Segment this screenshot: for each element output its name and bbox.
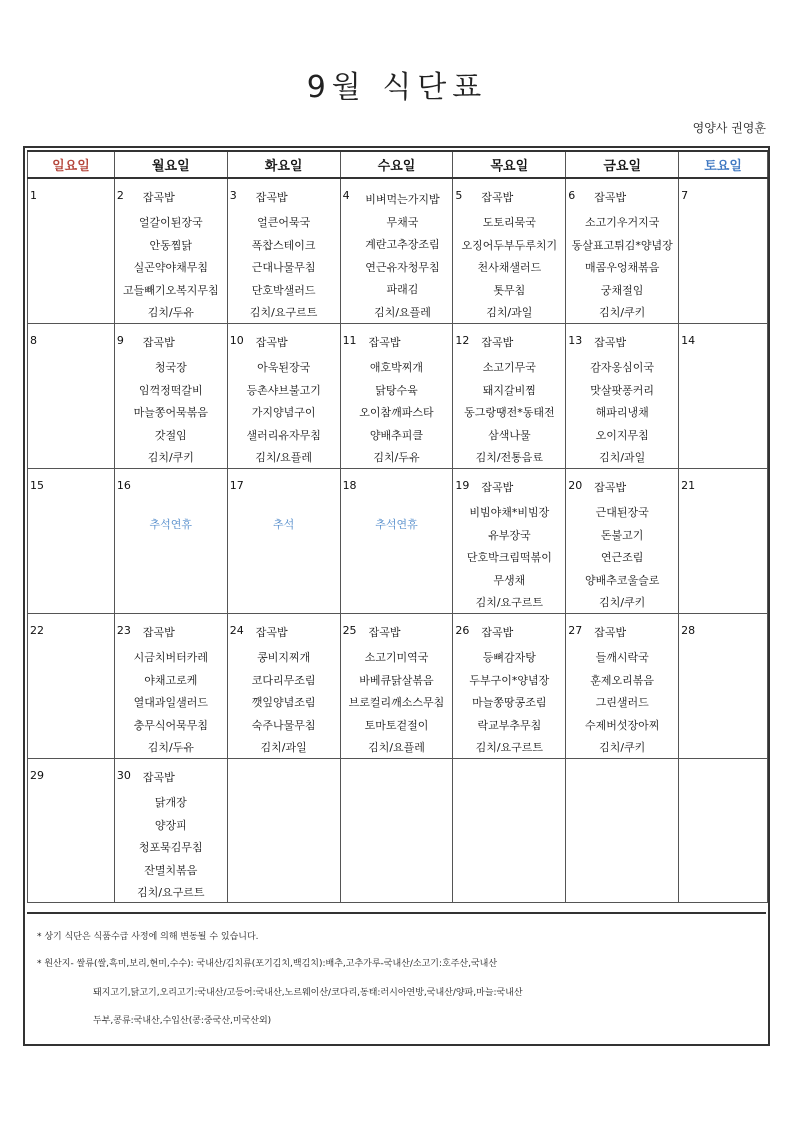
day-number: 25: [342, 624, 357, 637]
menu-list: [228, 357, 340, 470]
menu-item: 연근조림: [600, 551, 644, 564]
menu-list: [341, 647, 453, 760]
day-number: 1: [30, 189, 37, 202]
weekday-header: 토요일: [679, 151, 768, 178]
day-number: 9: [116, 334, 124, 347]
rice-label: 잡곡밥: [594, 626, 627, 639]
menu-item: 김치/요플레: [255, 451, 313, 464]
weekday-header: 일요일: [28, 151, 115, 178]
menu-list: [228, 212, 340, 325]
menu-list: [453, 647, 565, 760]
day-number: 4: [342, 189, 350, 202]
menu-item: 무생채: [493, 573, 526, 587]
menu-item: 소고기무국: [482, 361, 536, 374]
day-number: 19: [455, 479, 470, 492]
menu-item: 안동찜닭: [149, 238, 193, 252]
menu-item: 충무식어묵무침: [133, 718, 208, 732]
day-cell: [453, 178, 566, 324]
menu-item: 바베큐닭살볶음: [359, 673, 434, 687]
menu-item: 동살표고튀김*양념장: [571, 238, 673, 252]
menu-item: 청포묵김무침: [138, 841, 203, 854]
menu-item: 김치/요플레: [374, 305, 431, 319]
rice-label: 잡곡밥: [255, 191, 288, 204]
day-cell: [340, 178, 453, 324]
day-number: 21: [681, 479, 696, 492]
menu-list: [453, 502, 565, 615]
menu-item: 브로컬리깨소스무침: [348, 696, 445, 709]
week-row: [28, 178, 768, 324]
day-cell: [114, 178, 227, 324]
day-number: 10: [229, 334, 244, 347]
holiday-label: 추석연휴: [149, 518, 193, 531]
origin-text: 두부,콩류:국내산,수입산(콩:중국산,미국산외): [93, 1016, 272, 1026]
menu-item: 닭탕수육: [375, 383, 418, 397]
rice-label: 잡곡밥: [368, 626, 401, 639]
dietitian-name: 영양사 권영훈: [692, 121, 766, 135]
menu-item: 오징어두부두루치기: [461, 238, 558, 252]
menu-item: 등뼈감자탕: [482, 651, 536, 664]
menu-list: [353, 189, 453, 324]
rice-label: 잡곡밥: [142, 191, 175, 204]
menu-list: [115, 792, 227, 905]
menu-item: 김치/쿠키: [599, 596, 646, 609]
menu-list: [115, 212, 227, 325]
day-cell: [566, 178, 679, 324]
day-number: 5: [455, 189, 463, 202]
menu-list: [566, 212, 678, 325]
menu-item: 애호박찌개: [369, 361, 424, 374]
day-cell: [566, 324, 679, 469]
menu-item: 김치/두유: [373, 451, 420, 464]
menu-item: 청국장: [154, 361, 187, 374]
menu-item: 천사채샐러드: [477, 261, 542, 274]
rice-label: 잡곡밥: [255, 626, 288, 639]
day-cell: [28, 178, 115, 324]
day-number: 18: [342, 479, 357, 492]
menu-item: 락교부추무침: [477, 718, 542, 732]
menu-item: 해파리냉채: [595, 406, 649, 419]
day-number: 13: [568, 334, 583, 347]
day-cell: [679, 759, 768, 903]
menu-item: 코다리무조림: [251, 673, 316, 687]
menu-item: 김치/쿠키: [599, 306, 646, 319]
menu-item: 도토리묵국: [482, 216, 536, 229]
day-cell: [679, 324, 768, 469]
page-title: 9월 식단표: [306, 70, 488, 105]
day-number: 3: [229, 189, 237, 202]
day-number: 6: [568, 189, 576, 202]
menu-item: 근대된장국: [595, 506, 649, 519]
rice-label: 잡곡밥: [594, 191, 627, 204]
holiday-label: 추석: [273, 518, 295, 531]
menu-item: 김치/두유: [147, 306, 194, 319]
menu-item: 실곤약야채무침: [133, 261, 208, 274]
menu-item: 김치/전통음료: [475, 451, 544, 464]
menu-list: [566, 647, 678, 760]
day-cell: [227, 324, 340, 469]
menu-item: 김치/쿠키: [599, 741, 646, 754]
menu-item: 들깨시락국: [595, 651, 649, 664]
rice-label: 잡곡밥: [481, 481, 514, 494]
menu-item: 비벼먹는가지밥: [365, 193, 440, 206]
menu-item: 삼색나물: [488, 428, 531, 442]
day-cell: [679, 178, 768, 324]
weekday-header: 화요일: [227, 151, 340, 178]
day-cell: [453, 469, 566, 614]
menu-list: [228, 647, 340, 760]
menu-item: 갓절임: [154, 428, 187, 442]
day-number: 26: [455, 624, 470, 637]
day-cell: [566, 469, 679, 614]
menu-item: 잔멸치볶음: [144, 863, 198, 877]
menu-item: 오이참깨파스타: [359, 406, 434, 419]
menu-item: 근대나물무침: [251, 261, 316, 274]
menu-item: 샐러리유자무침: [246, 428, 321, 442]
day-number: 2: [116, 189, 124, 202]
day-number: 24: [229, 624, 244, 637]
menu-item: 유부장국: [488, 528, 531, 542]
day-number: 28: [681, 624, 696, 637]
menu-item: 토마토겉절이: [364, 718, 429, 732]
day-number: 12: [455, 334, 470, 347]
day-cell: [679, 469, 768, 614]
menu-item: 마늘쫑어묵볶음: [133, 406, 208, 419]
menu-item: 무채국: [386, 215, 419, 229]
week-row: [28, 469, 768, 614]
day-number: 7: [681, 189, 689, 202]
day-number: 8: [30, 334, 37, 347]
day-cell: [28, 759, 115, 903]
menu-list: [453, 357, 565, 470]
menu-item: 소고기우거지국: [584, 216, 660, 229]
menu-item: 김치/요구르트: [475, 741, 544, 754]
day-number: 16: [116, 479, 131, 492]
day-cell: [340, 324, 453, 469]
day-cell: [566, 759, 679, 903]
rice-label: 잡곡밥: [142, 336, 175, 349]
menu-item: 시금치버터카레: [133, 651, 208, 664]
menu-item: 김치/요구르트: [249, 306, 318, 319]
menu-item: 등촌샤브불고기: [246, 383, 321, 397]
menu-item: 김치/과일: [260, 741, 307, 754]
origin-text: 돼지고기,닭고기,오리고기:국내산/고등어:국내산,노르웨이산/코다리,동태:러시아연방,국내산/양파,마늘:국내산: [93, 988, 523, 998]
rice-label: 잡곡밥: [594, 481, 627, 494]
holiday-label: 추석연휴: [375, 518, 418, 531]
day-number: 27: [568, 624, 583, 637]
day-cell: [227, 614, 340, 759]
day-cell: [114, 759, 227, 903]
menu-item: 맛살팟퐁커리: [590, 383, 655, 397]
day-cell: [227, 759, 340, 903]
day-number: 14: [681, 334, 696, 347]
rice-label: 잡곡밥: [481, 191, 514, 204]
day-cell: [227, 178, 340, 324]
rice-label: 잡곡밥: [481, 626, 514, 639]
notes-section: [27, 912, 766, 1042]
day-cell: [28, 324, 115, 469]
day-cell: [340, 759, 453, 903]
menu-item: 폭찹스테이크: [251, 238, 316, 252]
day-number: 15: [30, 479, 44, 492]
menu-item: 궁채절임: [600, 283, 644, 297]
menu-item: 연근유자청무침: [365, 260, 440, 274]
menu-item: 감자옹심이국: [590, 361, 655, 374]
day-cell: [679, 614, 768, 759]
day-cell: [114, 324, 227, 469]
menu-item: 양배추코울슬로: [584, 573, 660, 587]
day-cell: [340, 614, 453, 759]
menu-item: 닭개장: [154, 796, 187, 809]
notice-text: * 상기 식단은 식품수급 사정에 의해 변동될 수 있습니다.: [37, 932, 259, 942]
menu-item: 비빔야채*비빔장: [469, 506, 550, 519]
menu-list: [115, 357, 227, 470]
menu-item: 콩비지찌개: [257, 651, 311, 664]
menu-item: 김치/과일: [486, 306, 533, 319]
day-number: 22: [30, 624, 44, 637]
rice-label: 잡곡밥: [481, 336, 514, 349]
rice-label: 잡곡밥: [368, 336, 401, 349]
rice-label: 잡곡밥: [255, 336, 288, 349]
menu-item: 동그랑땡전*동태전: [464, 406, 555, 419]
day-cell: [227, 469, 340, 614]
menu-item: 돈불고기: [600, 528, 644, 542]
menu-item: 김치/두유: [147, 741, 194, 754]
menu-list: [566, 502, 678, 615]
menu-item: 오이지무침: [595, 428, 649, 442]
menu-item: 아욱된장국: [257, 361, 311, 374]
menu-item: 숙주나물무침: [251, 718, 316, 732]
day-cell: [453, 614, 566, 759]
menu-item: 두부구이*양념장: [469, 673, 550, 687]
menu-item: 김치/과일: [599, 451, 646, 464]
menu-item: 야채고로케: [144, 673, 198, 687]
menu-item: 계란고추장조림: [365, 238, 440, 251]
menu-item: 얼큰어묵국: [257, 216, 311, 229]
day-cell: [28, 469, 115, 614]
day-cell: [340, 469, 453, 614]
menu-item: 임꺽정떡갈비: [138, 383, 203, 397]
day-cell: [28, 614, 115, 759]
week-row: [28, 324, 768, 469]
menu-item: 단호박샐러드: [251, 283, 316, 297]
menu-item: 열대과일샐러드: [133, 696, 208, 709]
menu-item: 김치/쿠키: [147, 451, 194, 464]
week-row: [28, 759, 768, 903]
menu-sheet: [23, 146, 770, 1046]
menu-item: 마늘쫑땅콩조림: [472, 696, 547, 709]
menu-item: 양장피: [154, 818, 187, 832]
menu-list: [566, 357, 678, 470]
menu-item: 김치/요플레: [368, 741, 425, 754]
day-number: 11: [342, 334, 357, 347]
origin-text: * 원산지- 쌀류(쌀,흑미,보리,현미,수수): 국내산/김치류(포기김치,백김치):배추,고추가루-국내산/소고기:호주산,국내산: [37, 959, 498, 969]
weekday-header-row: [28, 151, 768, 178]
rice-label: 잡곡밥: [594, 336, 627, 349]
day-number: 30: [116, 769, 131, 782]
menu-item: 깻잎양념조림: [251, 696, 316, 709]
menu-item: 훈제오리볶음: [590, 673, 655, 687]
rice-label: 잡곡밥: [142, 626, 175, 639]
menu-item: 소고기미역국: [364, 651, 429, 664]
menu-item: 톳무침: [493, 283, 526, 297]
weekday-header: 목요일: [453, 151, 566, 178]
weekday-header: 금요일: [566, 151, 679, 178]
day-cell: [566, 614, 679, 759]
menu-list: [115, 647, 227, 760]
menu-item: 매콤우엉채볶음: [584, 261, 660, 274]
week-row: [28, 614, 768, 759]
day-cell: [453, 759, 566, 903]
menu-item: 돼지갈비찜: [482, 383, 536, 397]
menu-item: 얼갈이된장국: [138, 216, 203, 229]
day-cell: [114, 614, 227, 759]
menu-item: 김치/요구르트: [475, 596, 544, 609]
menu-item: 가지양념구이: [251, 406, 316, 419]
day-number: 20: [568, 479, 583, 492]
day-cell: [114, 469, 227, 614]
calendar-table: [27, 150, 768, 903]
menu-item: 양배추피클: [369, 428, 424, 442]
weekday-header: 월요일: [114, 151, 227, 178]
menu-item: 고들빼기오복지무침: [122, 283, 219, 297]
menu-item: 김치/요구르트: [137, 886, 205, 899]
menu-item: 단호박크림떡볶이: [466, 551, 552, 564]
weekday-header: 수요일: [340, 151, 453, 178]
rice-label: 잡곡밥: [142, 771, 175, 784]
menu-list: [453, 212, 565, 325]
day-cell: [453, 324, 566, 469]
menu-list: [341, 357, 453, 470]
day-number: 29: [30, 769, 44, 782]
day-number: 23: [116, 624, 131, 637]
menu-item: 수제버섯장아찌: [584, 718, 660, 732]
menu-item: 파래김: [386, 283, 419, 296]
menu-item: 그린샐러드: [595, 696, 649, 709]
day-number: 17: [229, 479, 244, 492]
